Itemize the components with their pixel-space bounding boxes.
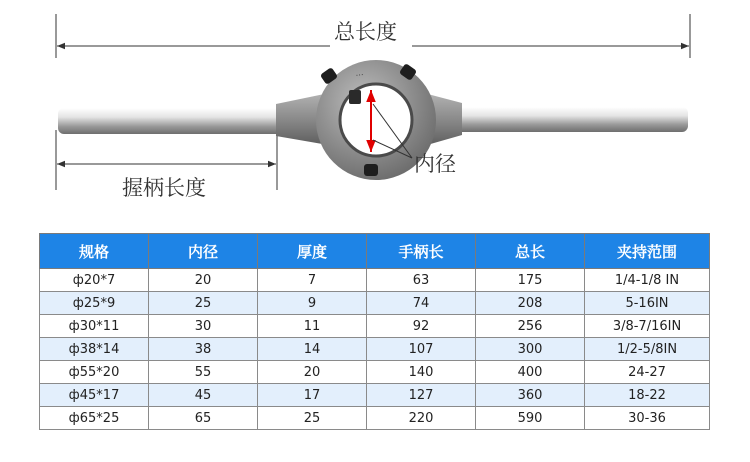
table-row — [40, 384, 710, 407]
table-cell: 17 — [258, 384, 367, 407]
header-clamp-range: 夹持范围 — [585, 234, 710, 269]
table-cell: 5-16IN — [585, 292, 710, 315]
table-cell: 127 — [367, 384, 476, 407]
table-cell: ф55*20 — [40, 361, 149, 384]
header-thickness: 厚度 — [258, 234, 367, 269]
svg-text:⋯: ⋯ — [355, 69, 365, 80]
header-handle-length: 手柄长 — [367, 234, 476, 269]
table-cell: 107 — [367, 338, 476, 361]
table-cell: 220 — [367, 407, 476, 430]
table-cell: ф38*14 — [40, 338, 149, 361]
header-inner-diameter: 内径 — [149, 234, 258, 269]
header-spec: 规格 — [40, 234, 149, 269]
table-cell: ф25*9 — [40, 292, 149, 315]
table-cell: 55 — [149, 361, 258, 384]
table-cell: 25 — [149, 292, 258, 315]
table-cell: 24-27 — [585, 361, 710, 384]
table-cell: 7 — [258, 269, 367, 292]
table-cell: 20 — [149, 269, 258, 292]
table-cell: 14 — [258, 338, 367, 361]
table-cell: 256 — [476, 315, 585, 338]
table-cell: 65 — [149, 407, 258, 430]
table-cell: ф65*25 — [40, 407, 149, 430]
table-cell: 9 — [258, 292, 367, 315]
table-cell: 208 — [476, 292, 585, 315]
table-row — [40, 407, 710, 430]
header-total-length: 总长 — [476, 234, 585, 269]
table-cell: 3/8-7/16IN — [585, 315, 710, 338]
table-cell: 1/4-1/8 IN — [585, 269, 710, 292]
table-cell: 175 — [476, 269, 585, 292]
table-cell: ф20*7 — [40, 269, 149, 292]
spec-table — [39, 233, 710, 430]
table-cell: ф45*17 — [40, 384, 149, 407]
table-cell: 74 — [367, 292, 476, 315]
table-row — [40, 338, 710, 361]
table-cell: ф30*11 — [40, 315, 149, 338]
table-row — [40, 361, 710, 384]
table-cell: 590 — [476, 407, 585, 430]
table-cell: 25 — [258, 407, 367, 430]
table-cell: 18-22 — [585, 384, 710, 407]
table-cell: 11 — [258, 315, 367, 338]
table-row — [40, 315, 710, 338]
table-row — [40, 269, 710, 292]
table-cell: 92 — [367, 315, 476, 338]
table-cell: 45 — [149, 384, 258, 407]
table-cell: 360 — [476, 384, 585, 407]
total-length-label: 总长度 — [334, 20, 397, 44]
table-cell: 30-36 — [585, 407, 710, 430]
table-cell: 400 — [476, 361, 585, 384]
table-cell: 38 — [149, 338, 258, 361]
handle-length-label: 握柄长度 — [122, 176, 206, 200]
table-row — [40, 292, 710, 315]
inner-diameter-label: 内径 — [414, 152, 456, 176]
table-header-row — [40, 234, 710, 269]
table-cell: 300 — [476, 338, 585, 361]
table-cell: 20 — [258, 361, 367, 384]
table-cell: 63 — [367, 269, 476, 292]
table-cell: 1/2-5/8IN — [585, 338, 710, 361]
table-cell: 140 — [367, 361, 476, 384]
table-cell: 30 — [149, 315, 258, 338]
